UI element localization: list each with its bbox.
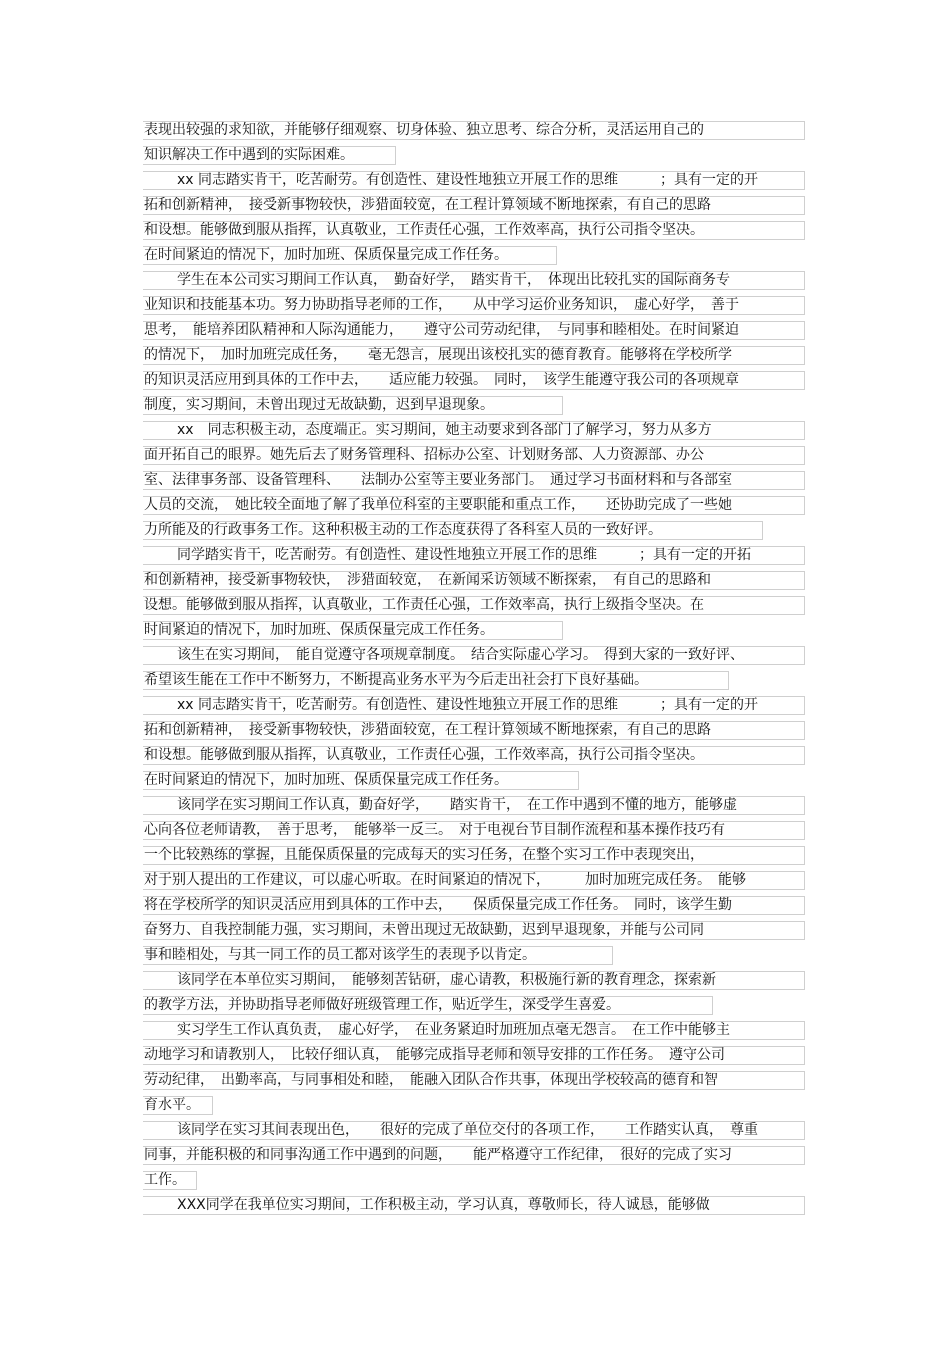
- text-line: [143, 693, 811, 718]
- line-text: 心向各位老师请教， 善于思考， 能够举一反三。 对于电视台节目制作流程和基本操作技巧有: [144, 822, 725, 838]
- text-line: [143, 943, 811, 968]
- line-text: 和设想。能够做到服从指挥，认真敬业，工作责任心强，工作效率高，执行公司指令坚决。: [144, 747, 704, 763]
- text-line: [143, 893, 811, 918]
- text-line: [143, 168, 811, 193]
- line-text: 拓和创新精神， 接受新事物较快，涉猎面较宽，在工程计算领域不断地探索，有自己的思路: [144, 722, 711, 738]
- text-line: [143, 1118, 811, 1143]
- text-line: [143, 818, 811, 843]
- text-line: [143, 243, 811, 268]
- line-text: 在时间紧迫的情况下，加时加班、保质保量完成工作任务。: [144, 772, 508, 788]
- text-line: [143, 518, 811, 543]
- text-line: [143, 743, 811, 768]
- text-line: [143, 443, 811, 468]
- text-line: [143, 643, 811, 668]
- text-line: [143, 143, 811, 168]
- line-text: 动地学习和请教别人， 比较仔细认真， 能够完成指导老师和领导安排的工作任务。 遵守公司: [144, 1047, 725, 1063]
- text-line: [143, 568, 811, 593]
- line-text: 面开拓自己的眼界。她先后去了财务管理科、招标办公室、计划财务部、人力资源部、办公: [144, 447, 704, 463]
- line-text: xx 同志踏实肯干，吃苦耐劳。有创造性、建设性地独立开展工作的思维 ；具有一定的开: [177, 172, 759, 188]
- document-body: [143, 118, 811, 1218]
- text-line: [143, 1018, 811, 1043]
- line-text: 实习学生工作认真负责， 虚心好学， 在业务紧迫时加班加点毫无怨言。 在工作中能够主: [177, 1022, 730, 1038]
- line-text: 人员的交流， 她比较全面地了解了我单位科室的主要职能和重点工作， 还协助完成了一些她: [144, 497, 732, 513]
- line-text: 该同学在本单位实习期间， 能够刻苦钻研，虚心请教，积极施行新的教育理念，探索新: [177, 972, 716, 988]
- text-line: [143, 1068, 811, 1093]
- line-text: 设想。能够做到服从指挥，认真敬业，工作责任心强，工作效率高，执行上级指令坚决。在: [144, 597, 704, 613]
- text-line: [143, 668, 811, 693]
- line-text: 事和睦相处，与其一同工作的员工都对该学生的表现予以肯定。: [144, 947, 536, 963]
- line-text: 该同学在实习期间工作认真，勤奋好学， 踏实肯干， 在工作中遇到不懂的地方，能够虚: [177, 797, 737, 813]
- line-text: 奋努力、自我控制能力强，实习期间，未曾出现过无故缺勤，迟到早退现象，并能与公司同: [144, 922, 704, 938]
- text-line: [143, 1093, 811, 1118]
- text-line: [143, 543, 811, 568]
- line-text: XXX同学在我单位实习期间，工作积极主动，学习认真，尊敬师长，待人诚恳，能够做: [177, 1197, 710, 1213]
- line-text: 在时间紧迫的情况下，加时加班、保质保量完成工作任务。: [144, 247, 508, 263]
- text-line: [143, 993, 811, 1018]
- text-line: [143, 218, 811, 243]
- text-line: [143, 118, 811, 143]
- line-text: 该生在实习期间， 能自觉遵守各项规章制度。 结合实际虚心学习。 得到大家的一致好评、: [177, 647, 744, 663]
- line-text: 希望该生能在工作中不断努力，不断提高业务水平为今后走出社会打下良好基础。: [144, 672, 648, 688]
- line-text: 育水平。: [144, 1097, 200, 1113]
- text-line: [143, 493, 811, 518]
- text-line: [143, 843, 811, 868]
- line-text: 思考， 能培养团队精神和人际沟通能力， 遵守公司劳动纪律， 与同事和睦相处。在时间紧迫: [144, 322, 739, 338]
- text-line: [143, 1043, 811, 1068]
- text-line: [143, 1143, 811, 1168]
- line-text: 的知识灵活应用到具体的工作中去， 适应能力较强。 同时， 该学生能遵守我公司的各项规章: [144, 372, 739, 388]
- text-line: [143, 193, 811, 218]
- line-text: 同学踏实肯干，吃苦耐劳。有创造性、建设性地独立开展工作的思维 ；具有一定的开拓: [177, 547, 751, 563]
- text-line: [143, 368, 811, 393]
- text-line: [143, 868, 811, 893]
- text-line: [143, 393, 811, 418]
- line-text: 和创新精神，接受新事物较快， 涉猎面较宽， 在新闻采访领域不断探索， 有自己的思路和: [144, 572, 711, 588]
- text-line: [143, 593, 811, 618]
- text-line: [143, 968, 811, 993]
- line-text: 业知识和技能基本功。努力协助指导老师的工作， 从中学习运价业务知识， 虚心好学， 善于: [144, 297, 739, 313]
- text-line: [143, 268, 811, 293]
- text-line: [143, 618, 811, 643]
- text-line: [143, 418, 811, 443]
- text-line: [143, 793, 811, 818]
- line-text: 制度，实习期间，未曾出现过无故缺勤，迟到早退现象。: [144, 397, 494, 413]
- text-line: [143, 768, 811, 793]
- line-text: 该同学在实习其间表现出色， 很好的完成了单位交付的各项工作， 工作踏实认真， 尊重: [177, 1122, 758, 1138]
- text-line: [143, 318, 811, 343]
- line-text: 力所能及的行政事务工作。这种积极主动的工作态度获得了各科室人员的一致好评。: [144, 522, 662, 538]
- line-text: 同事，并能积极的和同事沟通工作中遇到的问题， 能严格遵守工作纪律， 很好的完成了实习: [144, 1147, 732, 1163]
- line-text: xx 同志积极主动，态度端正。实习期间，她主动要求到各部门了解学习，努力从多方: [177, 422, 712, 438]
- text-line: [143, 718, 811, 743]
- line-text: 劳动纪律， 出勤率高，与同事相处和睦， 能融入团队合作共事，体现出学校较高的德育和智: [144, 1072, 718, 1088]
- line-text: 时间紧迫的情况下，加时加班、保质保量完成工作任务。: [144, 622, 494, 638]
- line-text: 工作。: [144, 1172, 186, 1188]
- line-text: 和设想。能够做到服从指挥，认真敬业，工作责任心强，工作效率高，执行公司指令坚决。: [144, 222, 704, 238]
- text-line: [143, 1168, 811, 1193]
- line-text: 将在学校所学的知识灵活应用到具体的工作中去， 保质保量完成工作任务。 同时，该学生勤: [144, 897, 732, 913]
- line-text: 对于别人提出的工作建议，可以虚心听取。在时间紧迫的情况下， 加时加班完成任务。 能够: [144, 872, 746, 888]
- line-text: 的情况下， 加时加班完成任务， 毫无怨言，展现出该校扎实的德育教育。能够将在学校所学: [144, 347, 732, 363]
- line-text: 拓和创新精神， 接受新事物较快，涉猎面较宽，在工程计算领域不断地探索，有自己的思路: [144, 197, 711, 213]
- text-line: [143, 468, 811, 493]
- text-line: [143, 918, 811, 943]
- text-line: [143, 293, 811, 318]
- line-text: 室、法律事务部、设备管理科、 法制办公室等主要业务部门。 通过学习书面材料和与各部室: [144, 472, 732, 488]
- line-text: xx 同志踏实肯干，吃苦耐劳。有创造性、建设性地独立开展工作的思维 ；具有一定的开: [177, 697, 759, 713]
- line-text: 的教学方法，并协助指导老师做好班级管理工作，贴近学生，深受学生喜爱。: [144, 997, 620, 1013]
- line-text: 学生在本公司实习期间工作认真， 勤奋好学， 踏实肯干， 体现出比较扎实的国际商务专: [177, 272, 730, 288]
- line-text: 知识解决工作中遇到的实际困难。: [144, 147, 354, 163]
- text-line: [143, 343, 811, 368]
- line-text: 表现出较强的求知欲，并能够仔细观察、切身体验、独立思考、综合分析，灵活运用自己的: [144, 122, 704, 138]
- line-text: 一个比较熟练的掌握，且能保质保量的完成每天的实习任务，在整个实习工作中表现突出，: [144, 847, 704, 863]
- text-line: [143, 1193, 811, 1218]
